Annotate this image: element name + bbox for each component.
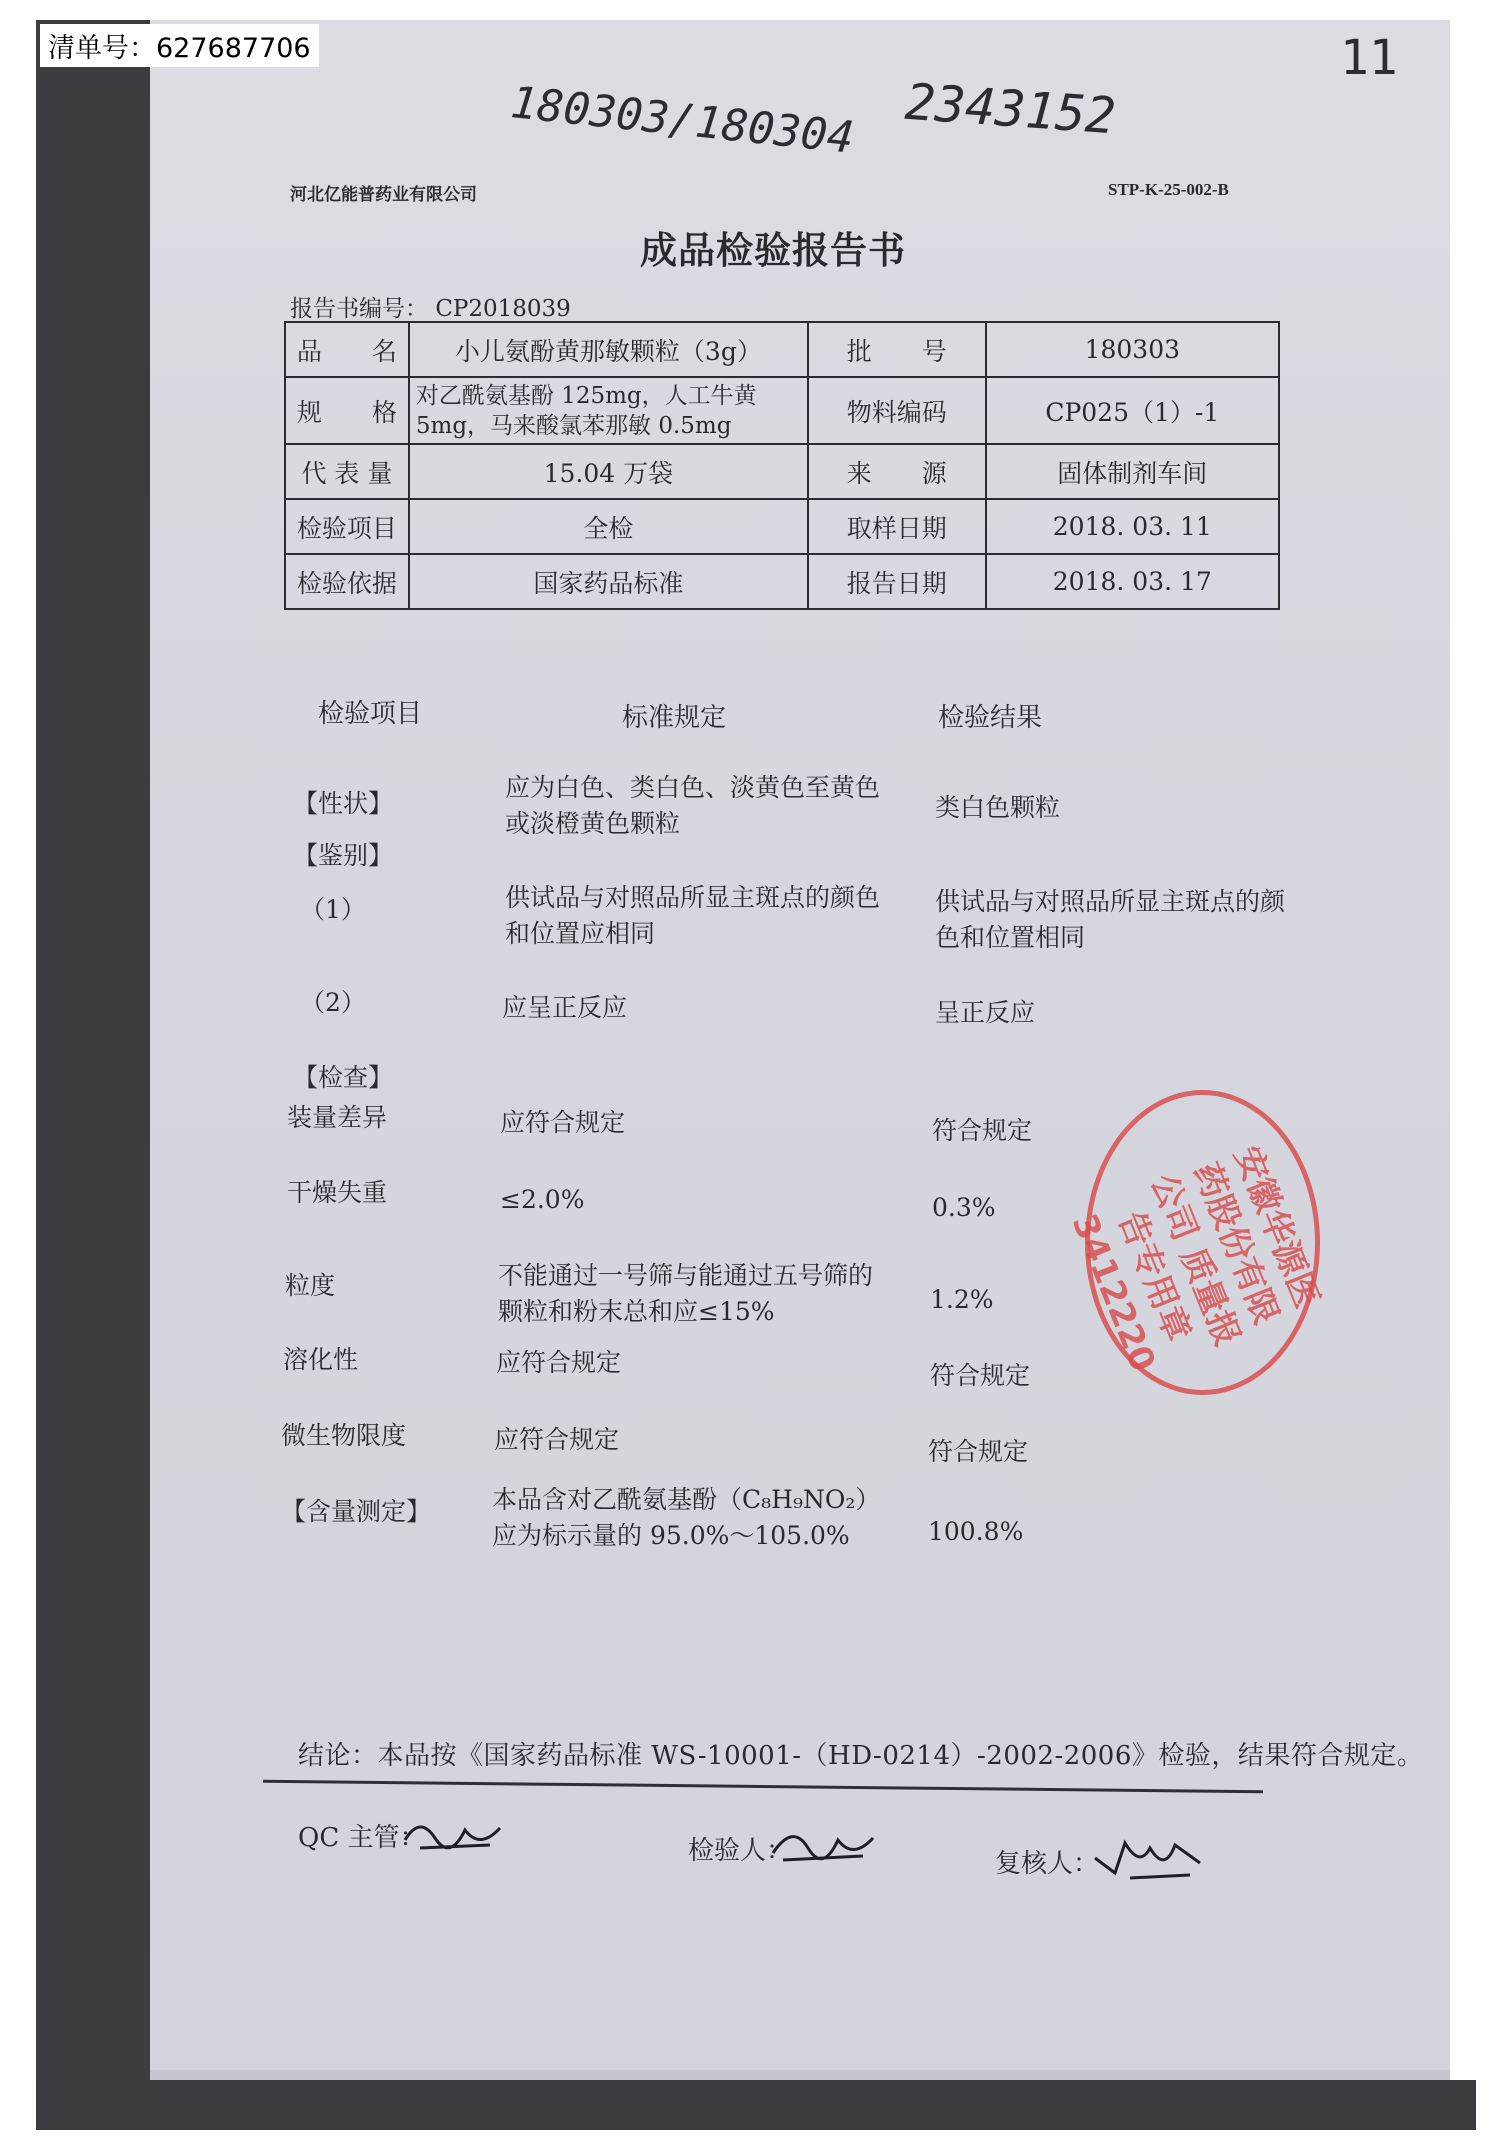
inspector-signature [768,1818,878,1877]
handwritten-number: 2343152 [903,72,1118,146]
result-standard: 供试品与对照品所显主斑点的颜色和位置应相同 [505,883,881,948]
company-name: 河北亿能普药业有限公司 [290,185,477,205]
inspector-label: 检验人： [688,1836,793,1866]
result-item: 【性状】 [293,789,394,818]
result-standard: 本品含对乙酰氨基酚（C₈H₉NO₂）应为标示量的 95.0%～105.0% [492,1485,881,1550]
page-title: 成品检验报告书 [640,229,906,272]
quantity-label: 代 表 量 [285,444,409,499]
product-label: 品 名 [285,322,409,377]
sampling-date-label: 取样日期 [808,499,986,554]
report-number [290,290,571,323]
source-value: 固体制剂车间 [986,444,1279,499]
col-header-item: 检验项目 [318,699,423,729]
result-item: 微生物限度 [281,1421,407,1450]
result-item: （1） [300,895,366,924]
result-item: 【含量测定】 [281,1497,432,1526]
result-value: 符合规定 [928,1437,1029,1466]
result-item: （2） [300,988,366,1017]
material-code-value: CP025（1）-1 [986,377,1279,444]
result-value: 符合规定 [930,1361,1031,1390]
stamp-text: 安徽华源医药股份有限公司 质量报告专用章 3412220 [1063,1140,1327,1378]
result-value: 供试品与对照品所显主斑点的颜色和位置相同 [935,887,1286,952]
result-standard: 应符合规定 [494,1425,620,1454]
result-value: 100.8% [928,1517,1024,1546]
report-date-value: 2018. 03. 17 [986,554,1279,609]
result-item: 溶化性 [283,1345,359,1374]
result-standard: 应为白色、类白色、淡黄色至黄色或淡橙黄色颗粒 [505,773,881,838]
handwritten-batches: 180303/180304 [508,77,857,164]
result-standard: 应符合规定 [496,1348,622,1377]
quantity-value: 15.04 万袋 [409,444,808,499]
result-standard: 应符合规定 [500,1108,626,1137]
report-date-label: 报告日期 [808,554,986,609]
product-value: 小儿氨酚黄那敏颗粒（3g） [409,322,808,377]
list-number-label: 清单号：627687706 [40,24,319,67]
reviewer-signature [1090,1833,1210,1892]
spec-label: 规 格 [285,377,409,444]
basis-label: 检验依据 [285,554,409,609]
batch-label: 批 号 [808,322,986,377]
scan-margin-left [36,20,156,2130]
result-standard: 不能通过一号筛与能通过五号筛的颗粒和粉末总和应≤15% [498,1261,874,1326]
result-value: 呈正反应 [935,998,1036,1027]
test-item-label: 检验项目 [285,499,409,554]
conclusion: 结论：本品按《国家药品标准 WS-10001-（HD-0214）-2002-2006》检验，结果符合规定。 [298,1741,1424,1771]
document-code: STP-K-25-002-B [1108,180,1229,199]
report-number-value: CP2018039 [435,296,571,322]
result-value: 符合规定 [932,1116,1033,1145]
scan-margin-bottom [36,2080,1476,2130]
result-value: 类白色颗粒 [935,793,1061,822]
result-item: 装量差异 [287,1103,388,1132]
result-item: 【鉴别】 [293,841,394,870]
result-item: 粒度 [285,1271,336,1300]
source-label: 来 源 [808,444,986,499]
info-table [284,321,1280,610]
spec-value: 对乙酰氨基酚 125mg，人工牛黄 5mg，马来酸氯苯那敏 0.5mg [409,377,808,444]
sampling-date-value: 2018. 03. 11 [986,499,1279,554]
page-mark: 11 [1340,30,1398,86]
material-code-label: 物料编码 [808,377,986,444]
batch-value: 180303 [986,322,1279,377]
qc-signature [400,1810,510,1869]
result-value: 1.2% [930,1285,994,1314]
test-item-value: 全检 [409,499,808,554]
reviewer-label: 复核人： [995,1849,1100,1879]
report-number-label: 报告书编号： [290,296,428,322]
result-standard: ≤2.0% [500,1185,585,1214]
result-value: 0.3% [932,1193,996,1222]
col-header-standard: 标准规定 [622,703,727,733]
result-standard: 应呈正反应 [502,993,628,1022]
col-header-result: 检验结果 [938,703,1043,733]
result-item: 干燥失重 [287,1178,388,1207]
basis-value: 国家药品标准 [409,554,808,609]
qc-label: QC 主管： [298,1823,426,1853]
result-item: 【检查】 [293,1063,394,1092]
